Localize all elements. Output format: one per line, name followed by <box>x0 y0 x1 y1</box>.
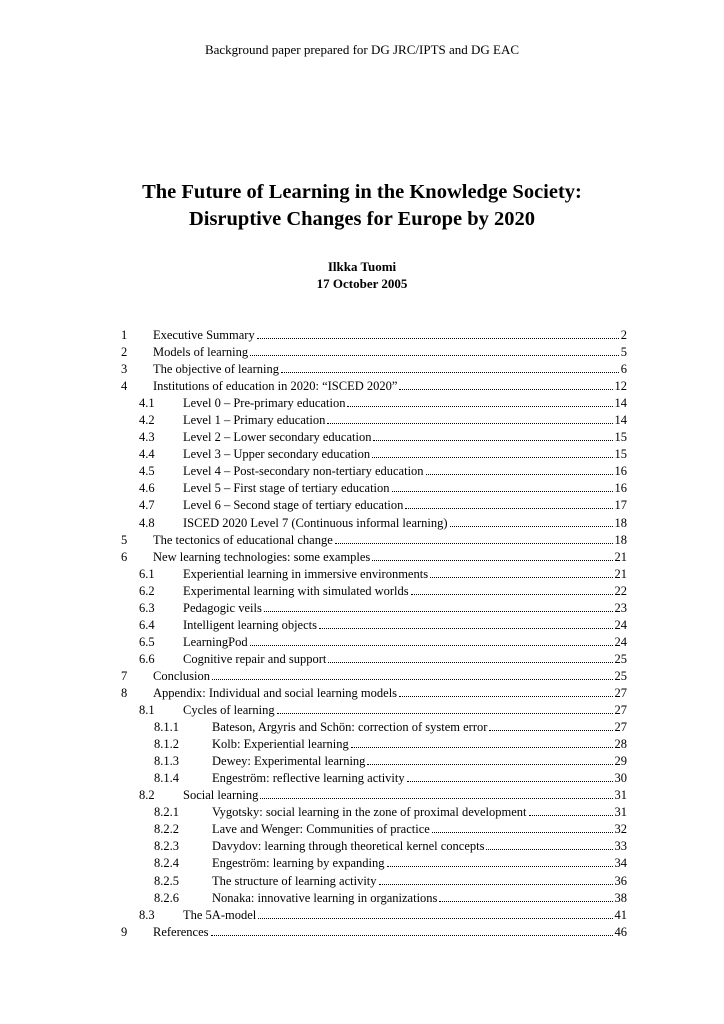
toc-dot-leader <box>250 344 619 356</box>
toc-entry[interactable] <box>121 327 627 344</box>
toc-entry-page: 34 <box>614 856 627 871</box>
toc-entry-title: Intelligent learning objects <box>183 617 317 632</box>
toc-entry-title: The structure of learning activity <box>212 873 377 888</box>
toc-entry-title: Social learning <box>183 788 259 803</box>
toc-dot-leader <box>211 924 613 936</box>
toc-entry[interactable] <box>121 480 627 497</box>
toc-entry[interactable] <box>121 753 627 770</box>
toc-dot-leader <box>399 378 612 390</box>
toc-entry-number: 8.1.2 <box>154 737 179 752</box>
toc-entry-title: Experiential learning in immersive environments <box>183 566 429 581</box>
toc-dot-leader <box>432 821 613 833</box>
toc-entry-title: Bateson, Argyris and Schön: correction of system error <box>212 720 488 735</box>
toc-entry[interactable] <box>121 924 627 941</box>
toc-entry-title: New learning technologies: some examples <box>153 549 371 564</box>
toc-entry-number: 8.2 <box>139 788 155 803</box>
toc-entry-number: 8.3 <box>139 907 155 922</box>
toc-dot-leader <box>379 873 613 885</box>
toc-entry-number: 8.2.5 <box>154 873 179 888</box>
toc-entry-title: The objective of learning <box>153 362 279 377</box>
toc-entry-page: 30 <box>614 771 627 786</box>
toc-entry-page: 24 <box>614 617 627 632</box>
title-line-2: Disruptive Changes for Europe by 2020 <box>188 208 536 230</box>
document-title <box>0 179 724 233</box>
toc-dot-leader <box>439 890 612 902</box>
toc-entry-number: 6 <box>121 549 128 564</box>
toc-entry-title: Dewey: Experimental learning <box>212 754 366 769</box>
toc-entry[interactable] <box>121 838 627 855</box>
toc-dot-leader <box>392 480 613 492</box>
toc-entry-title: Lave and Wenger: Communities of practice <box>212 822 430 837</box>
toc-entry-page: 27 <box>614 703 627 718</box>
toc-entry[interactable] <box>121 821 627 838</box>
toc-entry-title: Vygotsky: social learning in the zone of proximal development <box>212 805 527 820</box>
toc-entry-title: Level 0 – Pre-primary education <box>183 396 346 411</box>
toc-entry-title: Appendix: Individual and social learning models <box>153 685 398 700</box>
toc-entry-page: 16 <box>614 464 627 479</box>
toc-entry-page: 33 <box>614 839 627 854</box>
toc-dot-leader <box>387 855 613 867</box>
toc-entry-title: Level 5 – First stage of tertiary education <box>183 481 390 496</box>
toc-entry-page: 27 <box>614 685 627 700</box>
toc-entry-title: LearningPod <box>183 634 248 649</box>
toc-entry-title: The tectonics of educational change <box>153 532 333 547</box>
toc-entry-title: Models of learning <box>153 345 249 360</box>
toc-entry-page: 21 <box>614 549 627 564</box>
toc-entry-page: 21 <box>614 566 627 581</box>
toc-dot-leader <box>328 651 612 663</box>
toc-entry-page: 31 <box>614 805 627 820</box>
toc-entry-title: ISCED 2020 Level 7 (Continuous informal learning) <box>183 515 448 530</box>
toc-entry-page: 22 <box>614 583 627 598</box>
toc-entry[interactable] <box>121 634 627 651</box>
toc-entry-number: 6.5 <box>139 634 155 649</box>
toc-dot-leader <box>327 412 612 424</box>
toc-dot-leader <box>347 395 612 407</box>
toc-entry-title: Level 3 – Upper secondary education <box>183 447 371 462</box>
toc-entry-page: 28 <box>614 737 627 752</box>
toc-entry-page: 6 <box>620 362 627 377</box>
author-block <box>0 258 724 292</box>
toc-entry[interactable] <box>121 787 627 804</box>
toc-entry-title: Cognitive repair and support <box>183 651 327 666</box>
toc-entry-number: 4.2 <box>139 413 155 428</box>
toc-entry-title: Conclusion <box>153 668 210 683</box>
toc-entry-page: 41 <box>614 907 627 922</box>
toc-entry-number: 4.6 <box>139 481 155 496</box>
toc-dot-leader <box>450 515 613 527</box>
toc-entry-number: 6.3 <box>139 600 155 615</box>
toc-dot-leader <box>250 634 613 646</box>
toc-dot-leader <box>426 463 613 475</box>
toc-entry[interactable] <box>121 532 627 549</box>
toc-entry-title: Nonaka: innovative learning in organizations <box>212 890 438 905</box>
toc-entry-number: 4.8 <box>139 515 155 530</box>
publication-date: 17 October 2005 <box>316 276 408 291</box>
toc-entry[interactable] <box>121 515 627 532</box>
toc-entry-page: 16 <box>614 481 627 496</box>
toc-entry[interactable] <box>121 395 627 412</box>
toc-entry-page: 27 <box>614 720 627 735</box>
toc-entry[interactable] <box>121 719 627 736</box>
toc-entry-page: 5 <box>620 345 627 360</box>
toc-entry-number: 8.2.3 <box>154 839 179 854</box>
toc-entry[interactable] <box>121 361 627 378</box>
toc-entry-number: 8.2.6 <box>154 890 179 905</box>
toc-entry-page: 14 <box>614 396 627 411</box>
toc-entry[interactable] <box>121 412 627 429</box>
toc-entry-number: 4.7 <box>139 498 155 513</box>
toc-entry[interactable] <box>121 736 627 753</box>
toc-entry-number: 8.1.4 <box>154 771 179 786</box>
toc-entry-number: 6.2 <box>139 583 155 598</box>
toc-entry-title: Executive Summary <box>153 328 255 342</box>
toc-entry-number: 8.1 <box>139 703 155 718</box>
toc-entry-number: 4 <box>121 379 128 394</box>
toc-entry-number: 2 <box>121 345 128 360</box>
title-line-1: The Future of Learning in the Knowledge Society: <box>142 181 582 203</box>
toc-dot-leader <box>351 736 613 748</box>
toc-dot-leader <box>430 566 612 578</box>
toc-dot-leader <box>319 617 613 629</box>
toc-entry-title: Engeström: learning by expanding <box>212 856 385 871</box>
toc-entry-number: 3 <box>121 362 128 377</box>
toc-entry-number: 6.4 <box>139 617 155 632</box>
toc-entry-title: Level 6 – Second stage of tertiary education <box>183 498 404 513</box>
toc-dot-leader <box>335 532 613 544</box>
toc-dot-leader <box>411 583 613 595</box>
table-of-contents <box>121 327 627 941</box>
toc-dot-leader <box>258 907 612 919</box>
toc-entry[interactable] <box>121 583 627 600</box>
toc-entry-page: 25 <box>614 651 627 666</box>
toc-entry-title: Level 4 – Post-secondary non-tertiary education <box>183 464 424 479</box>
toc-dot-leader <box>372 549 612 561</box>
toc-dot-leader <box>212 668 613 680</box>
toc-entry-number: 8.1.1 <box>154 720 179 735</box>
toc-entry[interactable] <box>121 907 627 924</box>
toc-entry-page: 31 <box>614 788 627 803</box>
toc-entry-number: 8.2.2 <box>154 822 179 837</box>
toc-entry-number: 8.1.3 <box>154 754 179 769</box>
toc-entry-title: Level 2 – Lower secondary education <box>183 430 372 445</box>
toc-entry[interactable] <box>121 497 627 514</box>
toc-dot-leader <box>399 685 612 697</box>
toc-entry-title: Institutions of education in 2020: “ISCED 2020” <box>153 379 398 394</box>
toc-entry-number: 4.5 <box>139 464 155 479</box>
toc-entry[interactable] <box>121 344 627 361</box>
toc-entry-page: 12 <box>614 379 627 394</box>
toc-entry[interactable] <box>121 855 627 872</box>
toc-dot-leader <box>277 702 613 714</box>
toc-entry-title: Cycles of learning <box>183 703 275 718</box>
toc-entry-title: Kolb: Experiential learning <box>212 737 349 752</box>
toc-entry-title: The 5A-model <box>183 907 257 922</box>
toc-entry-page: 46 <box>614 924 627 939</box>
toc-entry-title: Level 1 – Primary education <box>183 413 326 428</box>
toc-entry[interactable] <box>121 668 627 685</box>
toc-entry-page: 36 <box>614 873 627 888</box>
toc-dot-leader <box>373 429 612 441</box>
toc-entry[interactable] <box>121 770 627 787</box>
toc-entry-title: Davydov: learning through theoretical kernel concepts <box>212 839 485 854</box>
toc-entry-page: 23 <box>614 600 627 615</box>
toc-entry-page: 24 <box>614 634 627 649</box>
toc-entry[interactable] <box>121 702 627 719</box>
toc-dot-leader <box>407 770 613 782</box>
toc-entry-number: 8.2.4 <box>154 856 179 871</box>
toc-entry-number: 4.4 <box>139 447 155 462</box>
toc-entry[interactable] <box>121 890 627 907</box>
toc-entry[interactable] <box>121 378 627 395</box>
toc-entry-page: 17 <box>614 498 627 513</box>
toc-entry[interactable] <box>121 617 627 634</box>
toc-entry-number: 4.3 <box>139 430 155 445</box>
toc-entry-page: 32 <box>614 822 627 837</box>
toc-entry[interactable] <box>121 566 627 583</box>
toc-entry-page: 15 <box>614 447 627 462</box>
toc-dot-leader <box>260 787 612 799</box>
toc-dot-leader <box>367 753 612 765</box>
toc-entry-page: 14 <box>614 413 627 428</box>
toc-dot-leader <box>489 719 612 731</box>
toc-entry-number: 8 <box>121 685 128 700</box>
toc-entry-page: 18 <box>614 515 627 530</box>
toc-dot-leader <box>372 446 612 458</box>
toc-entry-number: 7 <box>121 668 128 683</box>
toc-entry-page: 15 <box>614 430 627 445</box>
toc-dot-leader <box>257 327 619 339</box>
toc-entry-title: Pedagogic veils <box>183 600 262 615</box>
toc-entry-page: 38 <box>614 890 627 905</box>
toc-entry[interactable] <box>121 685 627 702</box>
author-name: Ilkka Tuomi <box>327 259 397 274</box>
toc-entry-number: 4.1 <box>139 396 155 411</box>
toc-entry-page: 25 <box>614 668 627 683</box>
toc-entry-number: 5 <box>121 532 128 547</box>
toc-entry[interactable] <box>121 873 627 890</box>
toc-entry-title: Engeström: reflective learning activity <box>212 771 405 786</box>
toc-entry[interactable] <box>121 463 627 480</box>
toc-entry-title: References <box>153 924 209 939</box>
toc-entry[interactable] <box>121 651 627 668</box>
toc-entry[interactable] <box>121 549 627 566</box>
toc-dot-leader <box>281 361 619 373</box>
toc-entry-number: 6.6 <box>139 651 155 666</box>
toc-dot-leader <box>405 497 612 509</box>
toc-entry-page: 29 <box>614 754 627 769</box>
toc-dot-leader <box>486 838 612 850</box>
toc-entry-number: 9 <box>121 924 128 939</box>
toc-entry-page: 18 <box>614 532 627 547</box>
toc-entry[interactable] <box>121 804 627 821</box>
toc-entry[interactable] <box>121 600 627 617</box>
toc-entry[interactable] <box>121 446 627 463</box>
toc-entry-page: 2 <box>620 328 627 342</box>
toc-entry-title: Experimental learning with simulated worlds <box>183 583 409 598</box>
toc-dot-leader <box>529 804 613 816</box>
toc-entry-number: 6.1 <box>139 566 155 581</box>
running-header: Background paper prepared for DG JRC/IPTS and DG EAC <box>204 42 520 57</box>
toc-dot-leader <box>264 600 613 612</box>
toc-entry[interactable] <box>121 429 627 446</box>
toc-entry-number: 1 <box>121 328 128 342</box>
toc-entry-number: 8.2.1 <box>154 805 179 820</box>
